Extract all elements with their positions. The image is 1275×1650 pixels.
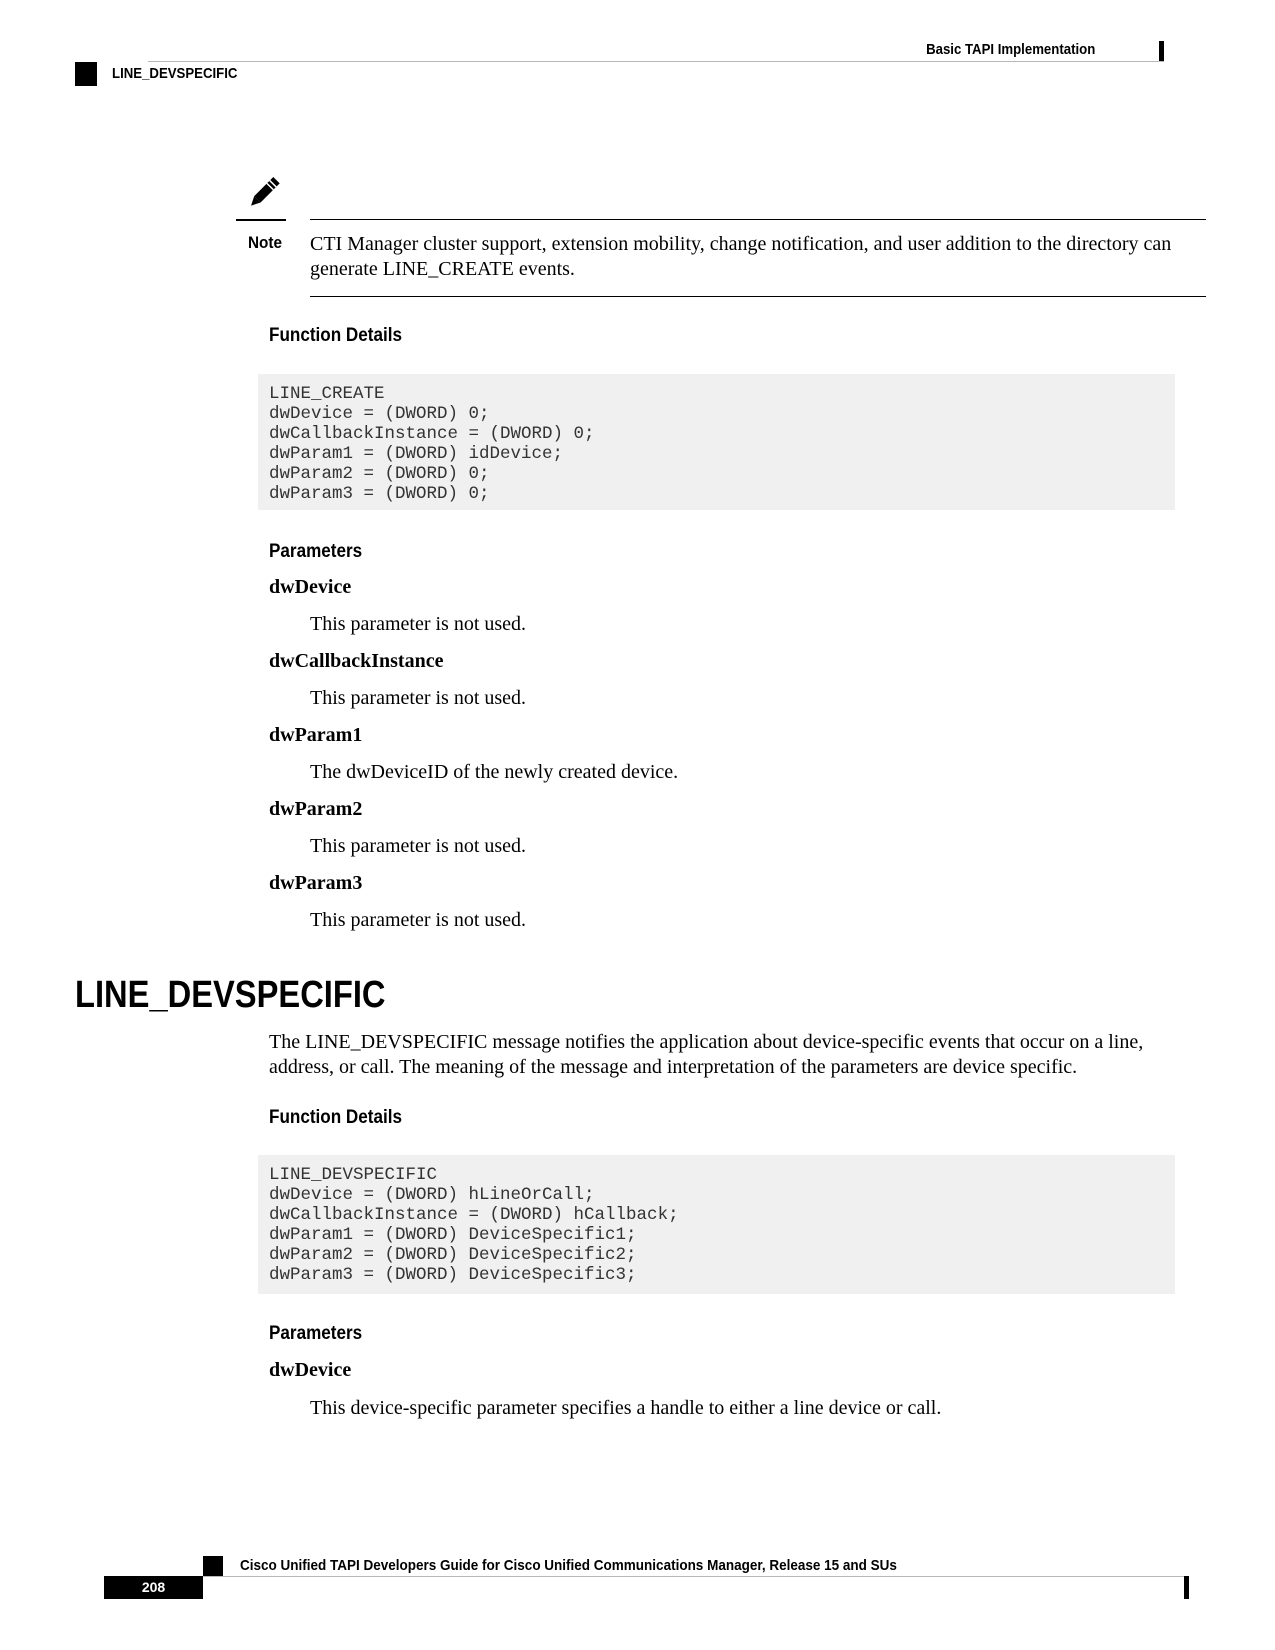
- footer-right-bar: [1184, 1576, 1189, 1599]
- code-line: dwCallbackInstance = (DWORD) hCallback;: [269, 1205, 679, 1225]
- parameters-heading: Parameters: [269, 541, 363, 562]
- note-icon-rule: [236, 219, 286, 221]
- code-line: dwDevice = (DWORD) 0;: [269, 404, 490, 424]
- code-line: dwParam1 = (DWORD) idDevice;: [269, 444, 564, 464]
- note-top-rule: [310, 219, 1206, 220]
- page-number: 208: [104, 1576, 203, 1599]
- parameter-name: dwDevice: [269, 1359, 352, 1381]
- code-line: dwDevice = (DWORD) hLineOrCall;: [269, 1185, 595, 1205]
- parameter-description: This parameter is not used.: [310, 687, 527, 709]
- parameter-description: This parameter is not used.: [310, 909, 527, 931]
- code-block-line-create: [258, 374, 1175, 510]
- section-title: LINE_DEVSPECIFIC: [75, 974, 386, 1016]
- code-line: dwParam3 = (DWORD) 0;: [269, 484, 490, 504]
- footer-title: Cisco Unified TAPI Developers Guide for Cisco Unified Communications Manager, Release 15 and SUs: [240, 1557, 897, 1574]
- parameter-description: This device-specific parameter specifies a handle to either a line device or call.: [310, 1397, 942, 1419]
- parameter-description: This parameter is not used.: [310, 613, 527, 635]
- code-line: dwParam1 = (DWORD) DeviceSpecific1;: [269, 1225, 637, 1245]
- parameter-name: dwParam2: [269, 798, 363, 820]
- section-intro: The LINE_DEVSPECIFIC message notifies the application about device-specific events that occur on a line, address, or call. The meaning of the message and interpretation of the parameters are device specific.: [269, 1031, 1144, 1078]
- parameter-description: The dwDeviceID of the newly created device.: [310, 761, 679, 783]
- footer-rule: [203, 1576, 1188, 1577]
- code-line: dwParam3 = (DWORD) DeviceSpecific3;: [269, 1265, 637, 1285]
- code-line: dwParam2 = (DWORD) DeviceSpecific2;: [269, 1245, 637, 1265]
- code-block-line-devspecific: [258, 1155, 1175, 1294]
- code-line: dwCallbackInstance = (DWORD) 0;: [269, 424, 595, 444]
- header-right-bar: [1159, 41, 1164, 61]
- header-left-block: [75, 62, 97, 86]
- header-chapter-title: Basic TAPI Implementation: [925, 41, 1095, 58]
- footer-block: [203, 1556, 223, 1576]
- code-line: dwParam2 = (DWORD) 0;: [269, 464, 490, 484]
- parameter-name: dwParam3: [269, 872, 363, 894]
- parameter-description: This parameter is not used.: [310, 835, 527, 857]
- header-section-title: LINE_DEVSPECIFIC: [112, 65, 238, 82]
- code-line: LINE_CREATE: [269, 384, 385, 404]
- parameter-name: dwParam1: [269, 724, 363, 746]
- pencil-icon: [244, 176, 280, 217]
- function-details-heading: Function Details: [269, 1107, 403, 1128]
- note-label: Note: [248, 233, 283, 252]
- parameters-heading: Parameters: [269, 1323, 363, 1344]
- parameter-name: dwCallbackInstance: [269, 650, 444, 672]
- parameter-name: dwDevice: [269, 576, 352, 598]
- note-text: CTI Manager cluster support, extension mobility, change notification, and user addition to the directory can generate LINE_CREATE events.: [310, 233, 1172, 280]
- note-bottom-rule: [310, 296, 1206, 297]
- code-line: LINE_DEVSPECIFIC: [269, 1165, 438, 1185]
- header-rule: [148, 61, 1164, 62]
- function-details-heading: Function Details: [269, 325, 403, 346]
